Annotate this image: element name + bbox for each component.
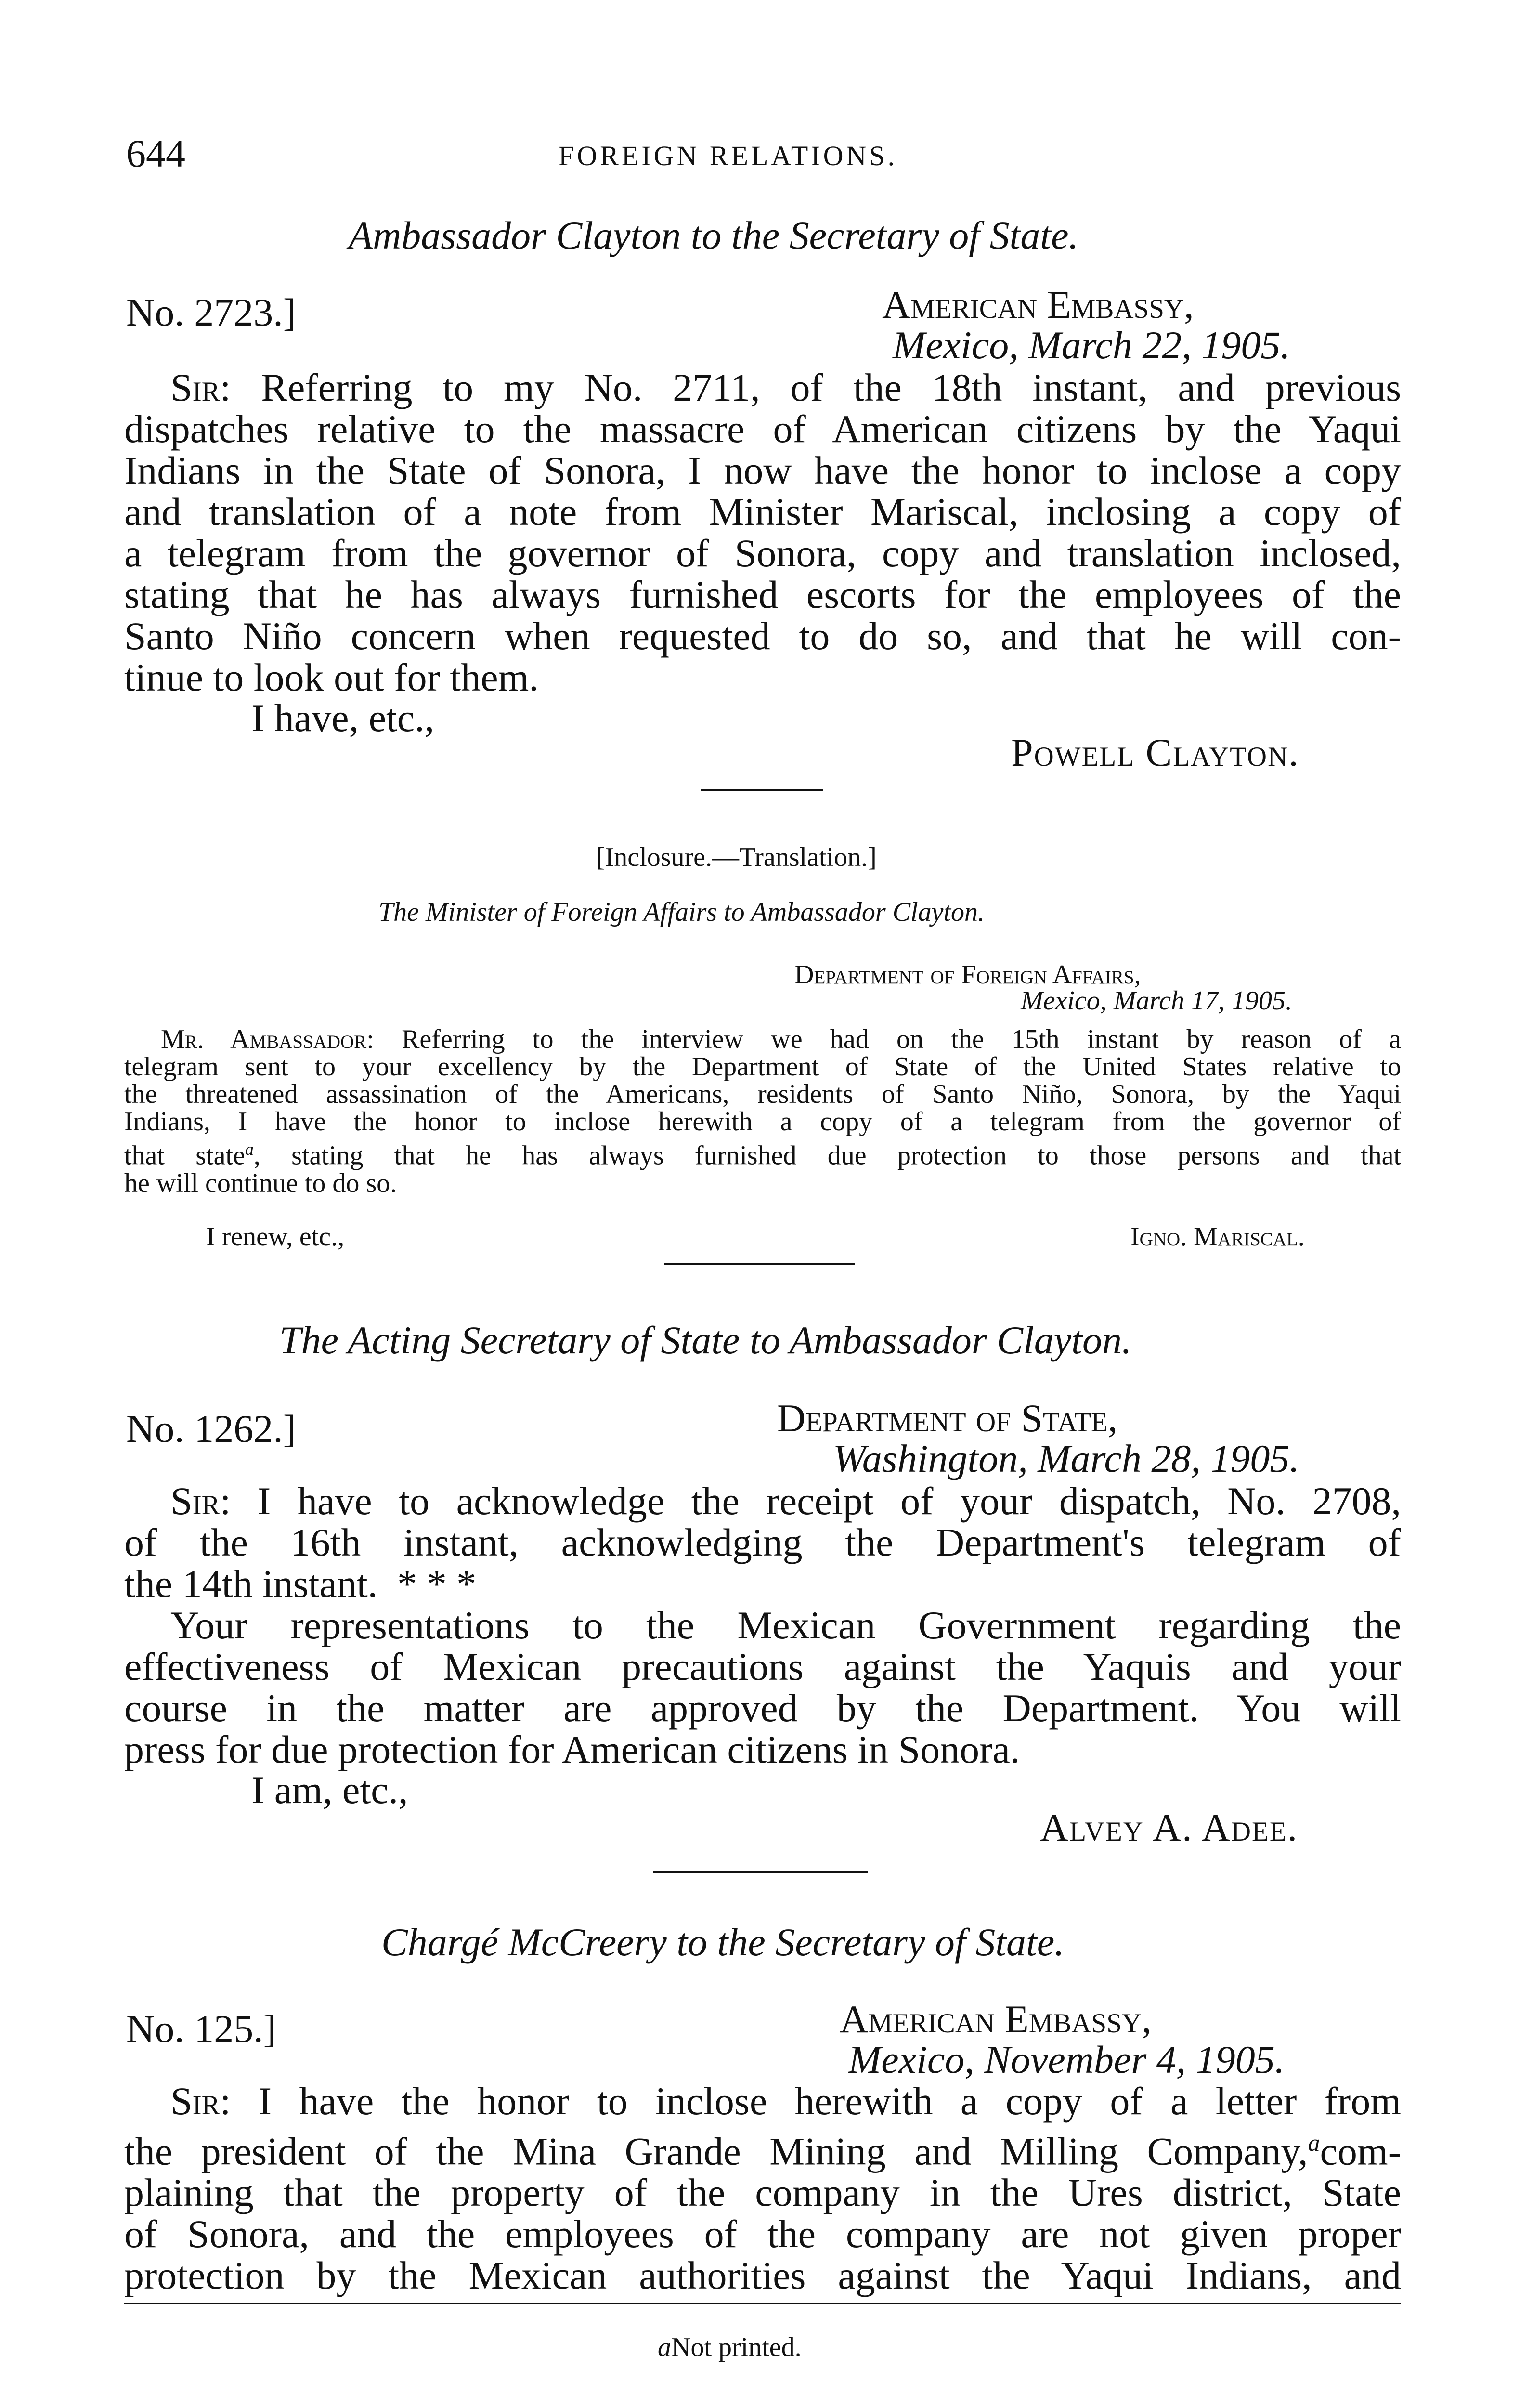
doc1-body: Sir: Referring to my No. 2711, of the 18th instant, and previous dispatches relative to the massacre of American citizens by the Yaqui Indians in the State of Sonora, I now have the honor to inclose a copy and translation of a note from Minister Mariscal, inclosing a copy of a telegram from the governor of Sonora, copy and translation inclosed, stating that he has always furnished escorts for the employees of the Santo Niño concern when requested to do so, and that he will con- tinue to look out for them. bbox=[124, 366, 1402, 699]
separator-rule bbox=[653, 1871, 868, 1873]
doc2-closing: I am, etc., bbox=[251, 1768, 408, 1812]
inclosure-title: The Minister of Foreign Affairs to Ambassador Clayton. bbox=[378, 897, 985, 927]
inclosure-label: [Inclosure.—Translation.] bbox=[596, 842, 877, 872]
separator-rule bbox=[701, 789, 823, 791]
footnote-text: Not printed. bbox=[671, 2332, 802, 2362]
running-title: FOREIGN RELATIONS. bbox=[559, 140, 898, 171]
doc1-number: No. 2723.] bbox=[126, 290, 297, 334]
separator-rule bbox=[664, 1263, 855, 1265]
doc2-signature: Alvey A. Adee. bbox=[1040, 1806, 1299, 1849]
doc2-number: No. 1262.] bbox=[126, 1407, 297, 1451]
doc1-signature: Powell Clayton. bbox=[1011, 731, 1299, 774]
footnote-marker: a bbox=[1308, 2129, 1320, 2156]
footnote-marker: a bbox=[245, 1139, 254, 1159]
page-number: 644 bbox=[126, 131, 185, 175]
footnote-mark: a bbox=[658, 2332, 671, 2362]
doc3-body: Sir: I have the honor to inclose herewith a copy of a letter from the president of the Mina Grande Mining and Milling Company,$^a$com- plaining that the property of the company in the Ures district, State of Sonora, and the employees of the company are not given proper protection by the Mexican authorities against the Yaqui Indians, and bbox=[124, 2079, 1402, 2298]
doc3-number: No. 125.] bbox=[126, 2007, 277, 2051]
inclosure-body: Mr. Ambassador: Referring to the interview we had on the 15th instant by reason of a telegram sent to your excellency by the Department of State of the United States relative to the threatened assassination of the Americans, residents of Santo Niño, Sonora, by the Yaqui Indians, I have the honor to inclose herewith a copy of a telegram from the governor of that state$^a$, stating that he has always furnished due protection to those persons and that he will continue to do so. bbox=[124, 1024, 1402, 1198]
doc2-body: Sir: I have to acknowledge the receipt of your dispatch, No. 2708, of the 16th instant, acknowledging the Department's telegram of the 14th instant. * * * Your representations to the Mexican Government regarding the effectiveness of Mexican precautions against the Yaquis and your course in the matter are approved by the Department. You will press for due protection for American citizens in Sonora. bbox=[124, 1479, 1402, 1771]
footnote-rule bbox=[124, 2303, 1401, 2304]
doc1-salutation: Sir: bbox=[170, 366, 231, 409]
doc3-date: Mexico, November 4, 1905. bbox=[848, 2038, 1285, 2081]
doc2-place: Department of State, bbox=[777, 1396, 1118, 1440]
doc2-salutation: Sir: bbox=[170, 1479, 231, 1523]
doc2-date: Washington, March 28, 1905. bbox=[833, 1437, 1299, 1480]
doc1-place: American Embassy, bbox=[882, 283, 1194, 327]
inclosure-place: Department of Foreign Affairs, bbox=[794, 960, 1141, 990]
doc3-salutation: Sir: bbox=[170, 2079, 231, 2123]
doc3-title: Chargé McCreery to the Secretary of State. bbox=[381, 1920, 1065, 1964]
doc1-closing: I have, etc., bbox=[251, 696, 435, 740]
doc1-date: Mexico, March 22, 1905. bbox=[893, 323, 1290, 367]
doc3-place: American Embassy, bbox=[840, 1997, 1152, 2041]
inclosure-signature: Igno. Mariscal. bbox=[1130, 1222, 1305, 1252]
doc2-title: The Acting Secretary of State to Ambassador Clayton. bbox=[279, 1318, 1132, 1362]
footnote bbox=[658, 2334, 802, 2361]
doc1-title: Ambassador Clayton to the Secretary of State. bbox=[349, 213, 1079, 257]
inclosure-closing: I renew, etc., bbox=[206, 1222, 345, 1252]
inclosure-salutation: Mr. Ambassador: bbox=[161, 1024, 374, 1054]
inclosure-date: Mexico, March 17, 1905. bbox=[1021, 986, 1292, 1016]
